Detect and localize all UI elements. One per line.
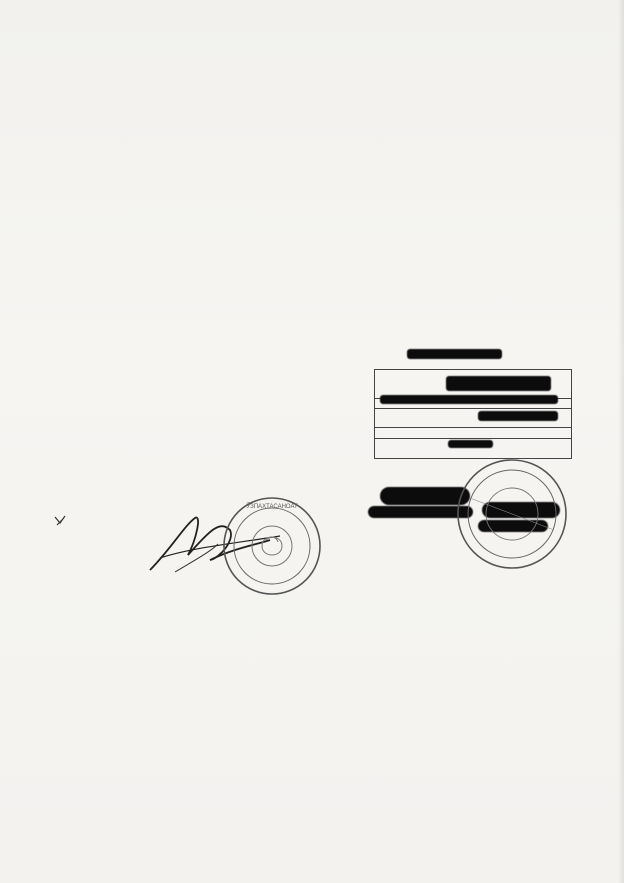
buyer-seal-icon [456, 458, 568, 570]
seller-seal-text: ЎЗПАХТАСАНОАТ [246, 504, 298, 510]
margin-mark-icon [53, 513, 67, 527]
seller-seal-icon [222, 496, 322, 596]
page-edge-shadow [618, 0, 624, 883]
buyer-stamp-account-redaction [478, 411, 558, 421]
buyer-stamp-ids-redaction [448, 440, 493, 448]
buyer-stamp-company-redaction [446, 376, 551, 391]
buyer-stamp-line-redaction [380, 395, 558, 404]
buyer-name-redaction [407, 349, 502, 359]
